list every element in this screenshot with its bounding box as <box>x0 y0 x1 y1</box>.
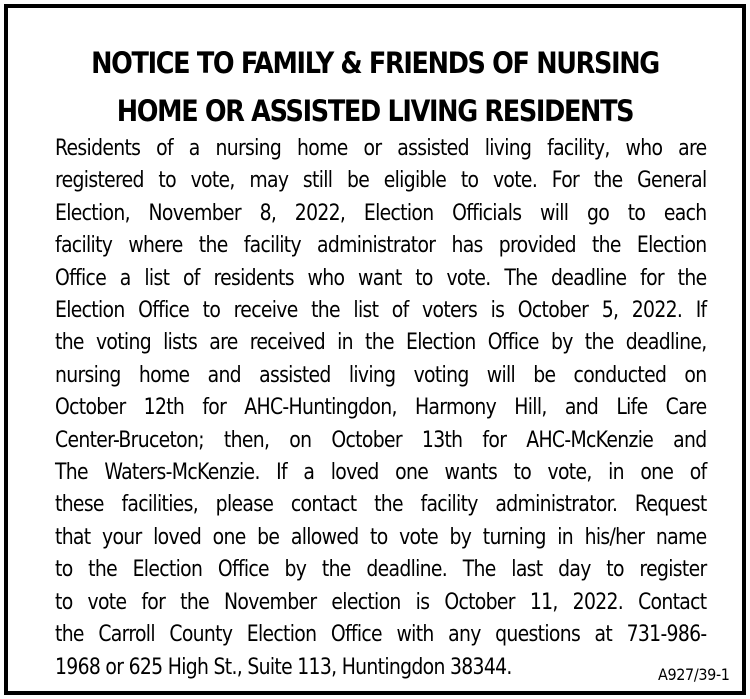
body-line: Center-Bruceton; then, on October 13th for AHC-McKenzie and <box>55 427 707 453</box>
body-line: these facilities, please contact the facility administrator. Request <box>55 492 707 518</box>
body-line: to vote for the November election is October 11, 2022. Contact <box>55 589 707 615</box>
body-line: Office a list of residents who want to vote. The deadline for the <box>55 265 707 291</box>
notice-title-line-2: HOME OR ASSISTED LIVING RESIDENTS <box>116 94 634 128</box>
body-line: the Carroll County Election Office with any questions at 731-986- <box>55 622 707 648</box>
body-line: Election Office to receive the list of voters is October 5, 2022. If <box>55 298 707 324</box>
body-line: facility where the facility administrator has provided the Election <box>55 233 707 259</box>
body-line: to the Election Office by the deadline. The last day to register <box>55 557 707 583</box>
notice-frame <box>4 4 746 695</box>
body-line: registered to vote, may still be eligible to vote. For the General <box>55 168 707 194</box>
body-line: the voting lists are received in the Election Office by the deadline, <box>55 330 707 356</box>
notice-title <box>70 39 681 135</box>
body-line: that your loved one be allowed to vote by turning in his/her name <box>55 524 707 550</box>
notice-body <box>55 133 707 684</box>
ad-reference-number: A927/39-1 <box>658 665 730 684</box>
body-line: October 12th for AHC-Huntingdon, Harmony Hill, and Life Care <box>55 395 707 421</box>
body-line: The Waters-McKenzie. If a loved one wants to vote, in one of <box>55 460 707 486</box>
body-line: Election, November 8, 2022, Election Officials will go to each <box>55 200 707 226</box>
body-line: nursing home and assisted living voting will be conducted on <box>55 362 707 388</box>
body-line: Residents of a nursing home or assisted living facility, who are <box>55 136 707 161</box>
body-line-last: 1968 or 625 High St., Suite 113, Huntingdon 38344. <box>55 654 512 680</box>
notice-title-line-1: NOTICE TO FAMILY & FRIENDS OF NURSING <box>91 46 659 80</box>
